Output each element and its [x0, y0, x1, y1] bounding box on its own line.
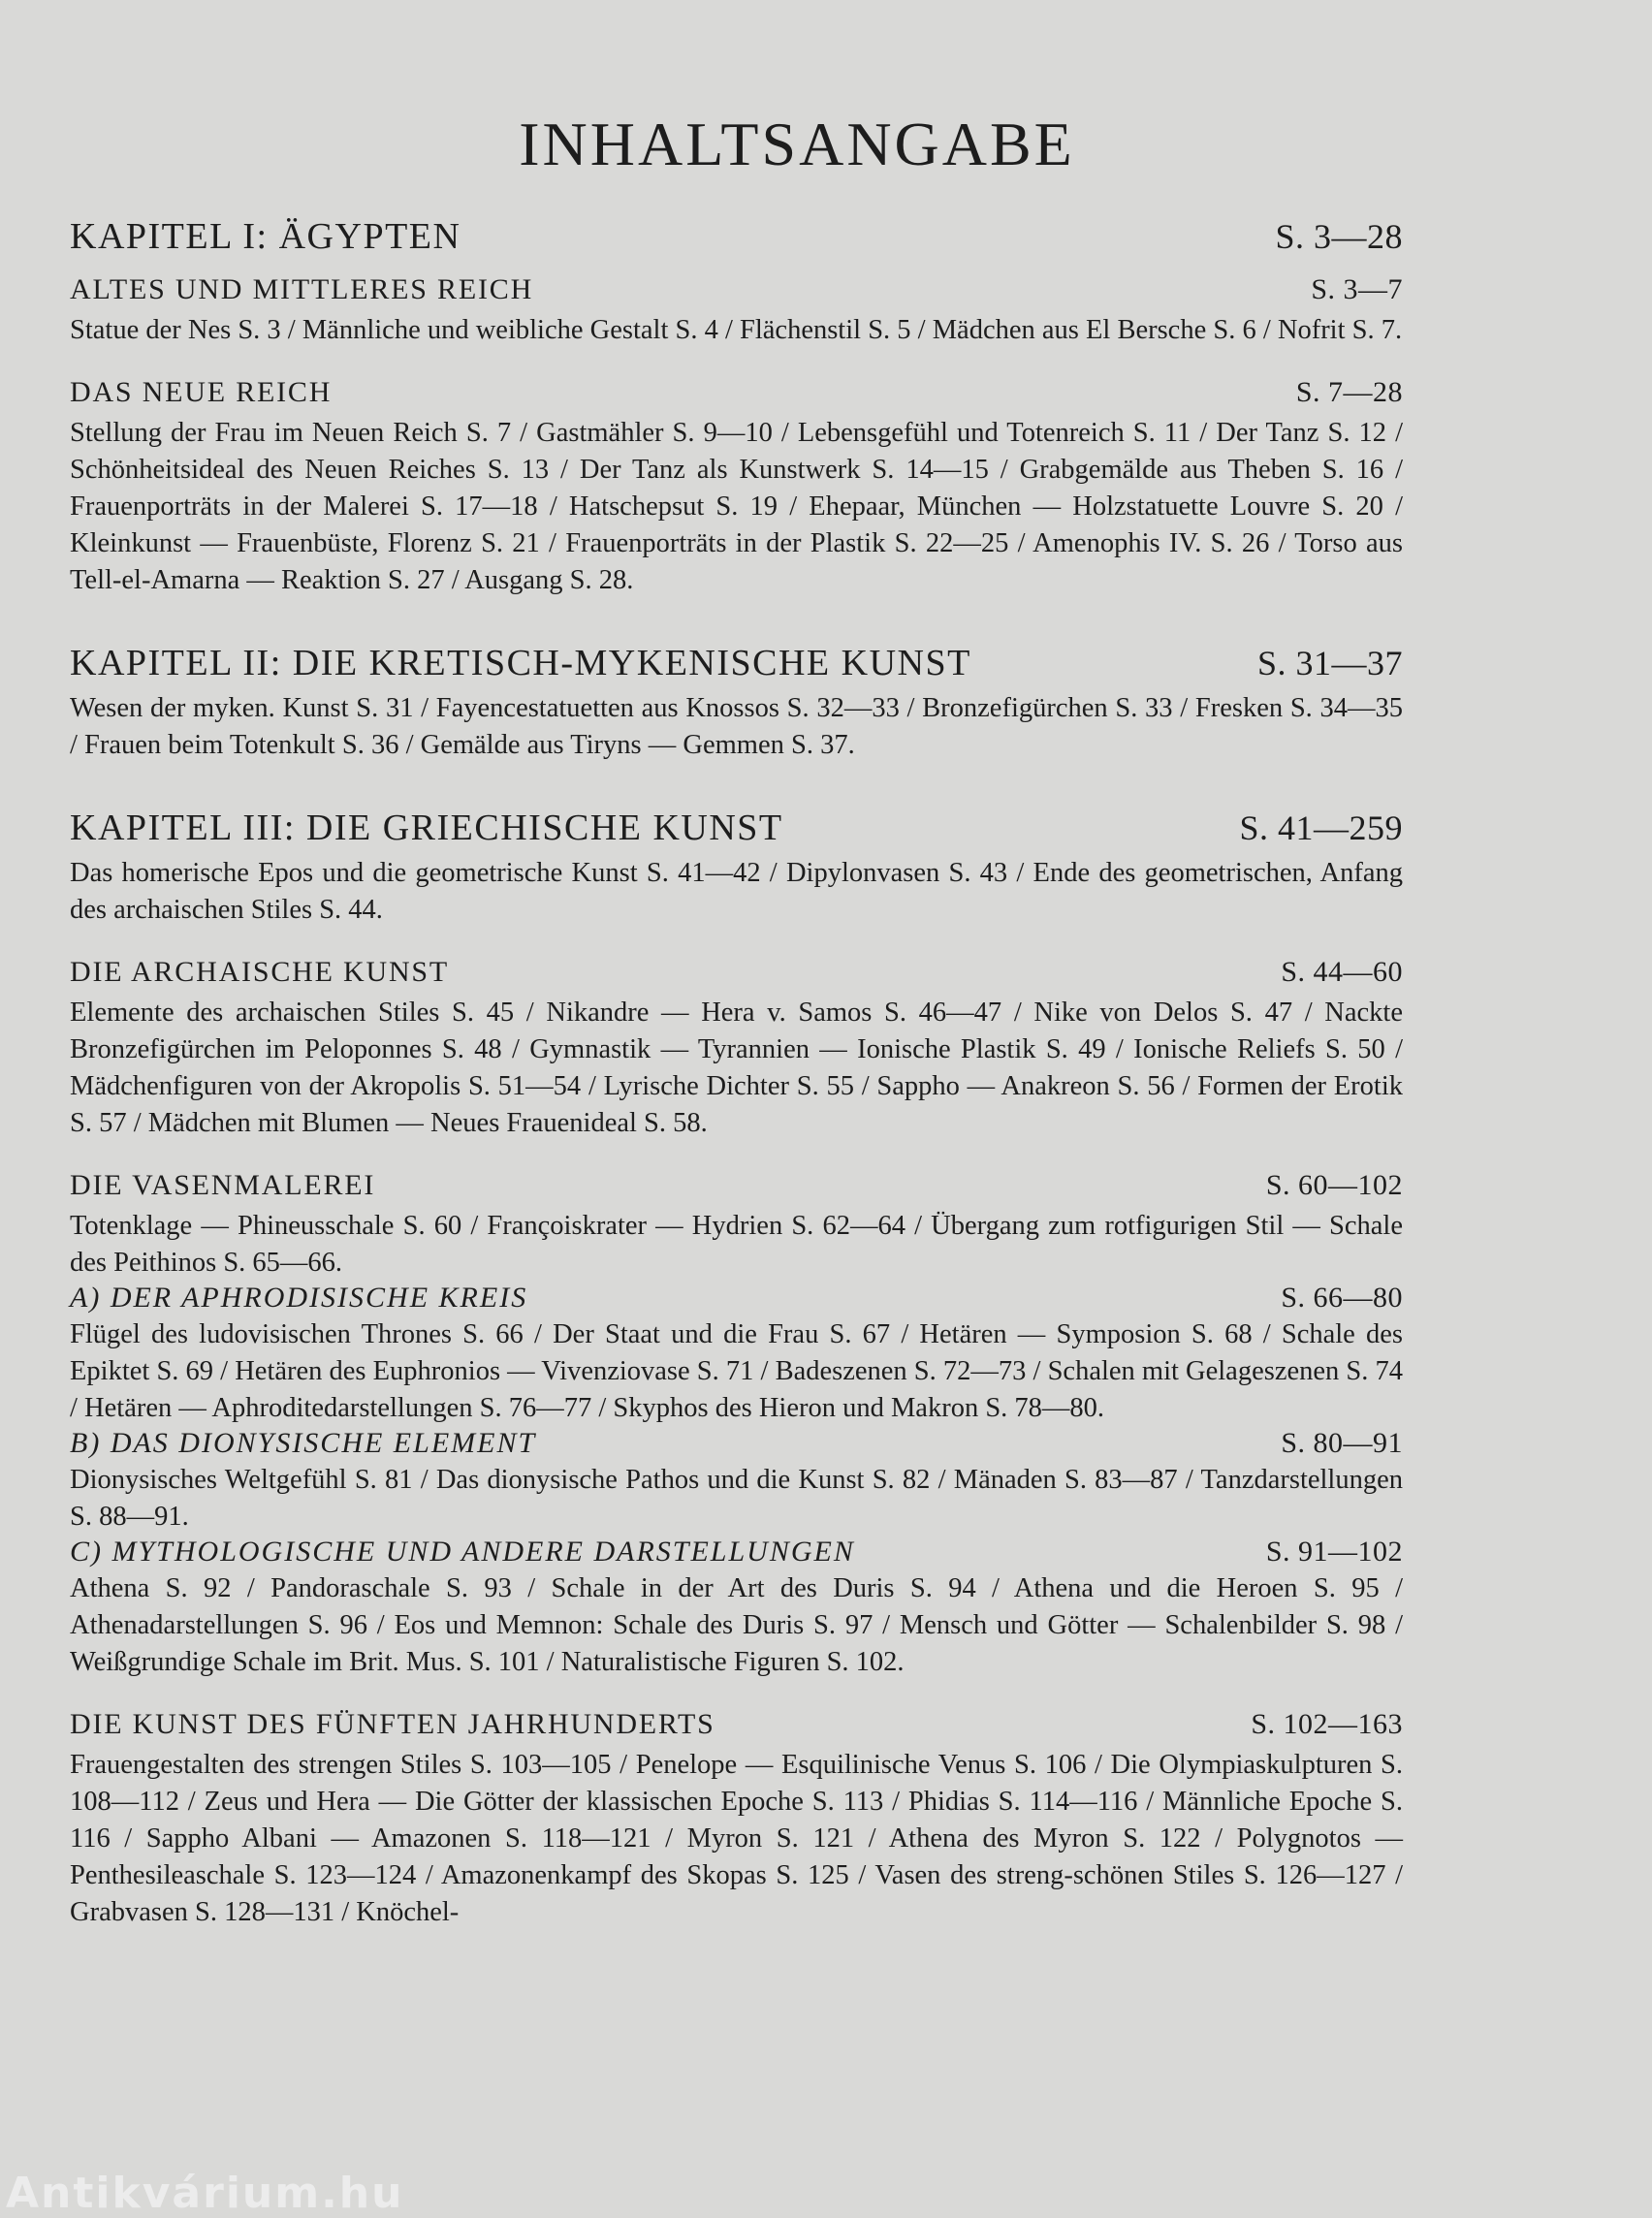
section-text: Elemente des archaischen Stiles S. 45 / Nikandre — Hera v. Samos S. 46—47 / Nike von Delos S. 47 / Nackte Bronzefigürchen im Peloponnes S. 48 / Gymnastik — Tyrannien — Ionische Plastik S. 49 / Ionische Reliefs S. 50 / Mädchenfiguren von der Akropolis S. 51—54 / Lyrische Dichter S. 55 / Sappho — Anakreon S. 56 / Formen der Erotik S. 57 / Mädchen mit Blumen — Neues Frauenideal S. 58.: [70, 998, 1403, 1138]
chapter-heading: [70, 215, 1403, 258]
subsection-heading: [70, 1282, 1403, 1315]
subsection-title: C) MYTHOLOGISCHE UND ANDERE DARSTELLUNGEN: [70, 1536, 855, 1568]
section-heading: [70, 1708, 1403, 1741]
section-text: Stellung der Frau im Neuen Reich S. 7 / Gastmähler S. 9—10 / Lebensgefühl und Totenreich S. 11 / Der Tanz S. 12 / Schönheitsideal des Neuen Reiches S. 13 / Der Tanz als Kunstwerk S. 14—15 / Grabgemälde aus Theben S. 16 / Frauenporträts in der Malerei S. 17—18 / Hatschepsut S. 19 / Ehepaar, München — Holzstatuette Louvre S. 20 / Kleinkunst — Frauenbüste, Florenz S. 21 / Frauenporträts in der Plastik S. 22—25 / Amenophis IV. S. 26 / Torso aus Tell-el-Amarna — Reaktion S. 27 / Ausgang S. 28.: [70, 418, 1403, 595]
subsection-title: B) DAS DIONYSISCHE ELEMENT: [70, 1427, 537, 1459]
section-pages: S. 7—28: [1295, 376, 1403, 408]
section-pages: S. 44—60: [1281, 956, 1403, 988]
section-text: Statue der Nes S. 3 / Männliche und weibliche Gestalt S. 4 / Flächenstil S. 5 / Mädchen aus El Bersche S. 6 / Nofrit S. 7.: [70, 315, 1403, 345]
section-heading: [70, 273, 1403, 306]
section-title: DAS NEUE REICH: [70, 376, 333, 408]
chapter-text: Das homerische Epos und die geometrische Kunst S. 41—42 / Dipylonvasen S. 43 / Ende des geometrischen, Anfang des archaischen Stiles S. 44.: [70, 858, 1403, 925]
section-text: Totenklage — Phineusschale S. 60 / Françoiskrater — Hydrien S. 62—64 / Übergang zum rotfigurigen Stil — Schale des Peithinos S. 65—66.: [70, 1211, 1403, 1278]
section-pages: S. 102—163: [1251, 1708, 1403, 1740]
subsection-title: A) DER APHRODISISCHE KREIS: [70, 1282, 528, 1314]
subsection-text: Dionysisches Weltgefühl S. 81 / Das dionysische Pathos und die Kunst S. 82 / Mänaden S. 83—87 / Tanzdarstellungen S. 88—91.: [70, 1465, 1403, 1532]
chapter-title: KAPITEL II: DIE KRETISCH-MYKENISCHE KUNST: [70, 643, 971, 683]
chapter-title: KAPITEL I: ÄGYPTEN: [70, 216, 461, 257]
subsection-pages: S. 66—80: [1281, 1282, 1403, 1314]
chapter-pages: S. 31—37: [1256, 644, 1403, 682]
subsection-heading: [70, 1427, 1403, 1460]
table-of-contents: [70, 215, 1403, 1931]
chapter-heading: [70, 807, 1403, 849]
section-pages: S. 3—7: [1311, 273, 1403, 305]
section-text: Frauengestalten des strengen Stiles S. 103—105 / Penelope — Esquilinische Venus S. 106 / Die Olympiaskulpturen S. 108—112 / Zeus und Hera — Die Götter der klassischen Epoche S. 113 / Phidias S. 114—116 / Männliche Epoche S. 116 / Sappho Albani — Amazonen S. 118—121 / Myron S. 121 / Athena des Myron S. 122 / Polygnotos — Penthesileaschale S. 123—124 / Amazonenkampf des Skopas S. 125 / Vasen des streng-schönen Stiles S. 126—127 / Grabvasen S. 128—131 / Knöchel-: [70, 1750, 1403, 1927]
subsection-heading: [70, 1536, 1403, 1568]
chapter-pages: S. 41—259: [1239, 808, 1403, 847]
subsection-text: Flügel des ludovisischen Thrones S. 66 / Der Staat und die Frau S. 67 / Hetären — Symposion S. 68 / Schale des Epiktet S. 69 / Hetären des Euphronios — Vivenziovase S. 71 / Badeszenen S. 72—73 / Schalen mit Gelageszenen S. 74 / Hetären — Aphroditedarstellungen S. 76—77 / Skyphos des Hieron und Makron S. 78—80.: [70, 1319, 1403, 1423]
section-title: DIE KUNST DES FÜNFTEN JAHRHUNDERTS: [70, 1708, 715, 1740]
chapter-heading: [70, 642, 1403, 684]
chapter-title: KAPITEL III: DIE GRIECHISCHE KUNST: [70, 808, 783, 848]
section-heading: [70, 1169, 1403, 1202]
subsection-text: Athena S. 92 / Pandoraschale S. 93 / Schale in der Art des Duris S. 94 / Athena und die Heroen S. 95 / Athenadarstellungen S. 96 / Eos und Memnon: Schale des Duris S. 97 / Mensch und Götter — Schalenbilder S. 98 / Weißgrundige Schale im Brit. Mus. S. 101 / Naturalistische Figuren S. 102.: [70, 1573, 1403, 1677]
subsection-pages: S. 91—102: [1265, 1536, 1403, 1568]
subsection-pages: S. 80—91: [1281, 1427, 1403, 1459]
chapter-pages: S. 3—28: [1275, 217, 1403, 256]
section-heading: [70, 956, 1403, 989]
page-title: INHALTSANGABE: [519, 110, 1075, 178]
section-title: DIE ARCHAISCHE KUNST: [70, 956, 450, 988]
watermark: Antikvárium.hu: [6, 2169, 404, 2218]
section-pages: S. 60—102: [1265, 1169, 1403, 1201]
section-heading: [70, 376, 1403, 409]
chapter-text: Wesen der myken. Kunst S. 31 / Fayencestatuetten aus Knossos S. 32—33 / Bronzefigürchen S. 33 / Fresken S. 34—35 / Frauen beim Totenkult S. 36 / Gemälde aus Tiryns — Gemmen S. 37.: [70, 693, 1403, 760]
section-title: ALTES UND MITTLERES REICH: [70, 273, 534, 305]
document-page: [70, 0, 1408, 2202]
section-title: DIE VASENMALEREI: [70, 1169, 376, 1201]
